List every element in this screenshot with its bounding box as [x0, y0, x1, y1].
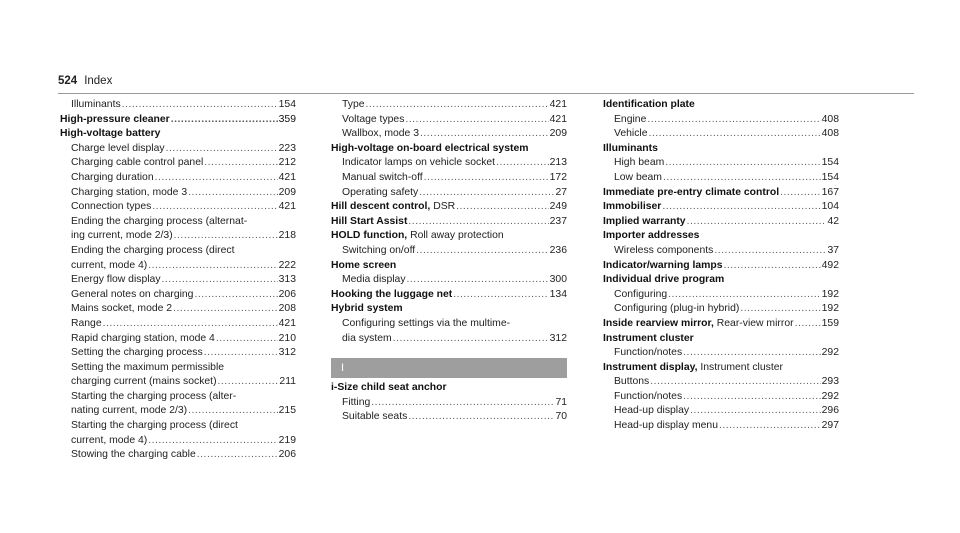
- index-subentry[interactable]: Stowing the charging cable ..... 206: [60, 448, 296, 463]
- index-subentry[interactable]: current, mode 4) ..... 222: [60, 259, 296, 274]
- index-subentry[interactable]: ing current, mode 2/3) ..... 218: [60, 229, 296, 244]
- index-heading: i-Size child seat anchor: [331, 382, 447, 394]
- index-subentry[interactable]: Type ..... 421: [331, 98, 567, 113]
- page-header: [58, 74, 112, 88]
- index-subentry[interactable]: Vehicle ..... 408: [603, 127, 839, 142]
- index-subentry[interactable]: Operating safety ..... 27: [331, 186, 567, 201]
- page-number: 524: [58, 75, 78, 87]
- index-subentry[interactable]: charging current (mains socket) ..... 211: [60, 375, 296, 390]
- index-entry: Instrument display, Instrument cluster: [603, 361, 783, 373]
- index-subentry[interactable]: Media display ..... 300: [331, 273, 567, 288]
- index-subentry[interactable]: Rapid charging station, mode 4 ..... 210: [60, 332, 296, 347]
- index-entry[interactable]: Hill Start Assist ..... 237: [331, 215, 567, 230]
- index-subentry[interactable]: Wireless components ..... 37: [603, 244, 839, 259]
- index-subentry[interactable]: Wallbox, mode 3 ..... 209: [331, 127, 567, 142]
- index-entry[interactable]: Hooking the luggage net ..... 134: [331, 288, 567, 303]
- index-heading: Instrument cluster: [603, 332, 694, 344]
- index-subentry-line[interactable]: Ending the charging process (direct: [71, 244, 235, 256]
- index-subentry[interactable]: Setting the charging process ..... 312: [60, 346, 296, 361]
- index-subentry[interactable]: Indicator lamps on vehicle socket ..... 213: [331, 156, 567, 171]
- index-subentry[interactable]: Function/notes ..... 292: [603, 346, 839, 361]
- index-subentry[interactable]: Range ..... 421: [60, 317, 296, 332]
- index-entry[interactable]: Indicator/warning lamps ..... 492: [603, 259, 839, 274]
- index-subentry-line[interactable]: Setting the maximum permissible: [71, 361, 225, 373]
- index-subentry[interactable]: High beam ..... 154: [603, 156, 839, 171]
- index-entry[interactable]: High-pressure cleaner ..... 359: [60, 113, 296, 128]
- index-subentry[interactable]: Energy flow display ..... 313: [60, 273, 296, 288]
- index-subentry[interactable]: Head-up display menu ..... 297: [603, 419, 839, 434]
- index-heading: Individual drive program: [603, 274, 725, 286]
- index-heading: Identification plate: [603, 99, 695, 110]
- index-subentry[interactable]: General notes on charging ..... 206: [60, 288, 296, 303]
- index-heading: Hybrid system: [331, 303, 403, 315]
- index-subentry[interactable]: Manual switch-off ..... 172: [331, 171, 567, 186]
- index-heading: High-voltage on-board electrical system: [331, 142, 529, 154]
- index-subentry[interactable]: current, mode 4) ..... 219: [60, 434, 296, 449]
- index-entry[interactable]: Illuminants ..... 154: [60, 98, 296, 113]
- index-subentry[interactable]: Mains socket, mode 2 ..... 208: [60, 302, 296, 317]
- index-column-3: [603, 98, 839, 434]
- index-subentry-line[interactable]: Ending the charging process (alternat-: [71, 215, 248, 227]
- index-subentry[interactable]: Charging cable control panel ..... 212: [60, 156, 296, 171]
- section-title: Index: [84, 75, 113, 87]
- index-heading: Home screen: [331, 259, 397, 271]
- index-heading: Illuminants: [603, 142, 658, 154]
- index-column-2: [331, 98, 567, 425]
- index-subentry-line[interactable]: Configuring settings via the multime-: [342, 317, 511, 329]
- index-subentry-line[interactable]: Starting the charging process (alter-: [71, 390, 237, 402]
- index-subentry[interactable]: Low beam ..... 154: [603, 171, 839, 186]
- index-subentry[interactable]: Head-up display ..... 296: [603, 404, 839, 419]
- index-heading: High-voltage battery: [60, 128, 161, 140]
- index-subentry[interactable]: Function/notes ..... 292: [603, 390, 839, 405]
- index-subentry[interactable]: Suitable seats ..... 70: [331, 410, 567, 425]
- index-subentry[interactable]: Engine ..... 408: [603, 113, 839, 128]
- index-entry[interactable]: Immobiliser ..... 104: [603, 200, 839, 215]
- index-entry[interactable]: Hill descent control, DSR ..... 249: [331, 200, 567, 215]
- index-subentry[interactable]: Charging station, mode 3 ..... 209: [60, 186, 296, 201]
- header-divider: [58, 93, 914, 94]
- index-subentry[interactable]: dia system ..... 312: [331, 332, 567, 347]
- index-entry[interactable]: Immediate pre-entry climate control ..... 167: [603, 186, 839, 201]
- index-column-1: [60, 98, 296, 463]
- index-subentry[interactable]: Charging duration ..... 421: [60, 171, 296, 186]
- index-subentry[interactable]: Switching on/off ..... 236: [331, 244, 567, 259]
- index-entry[interactable]: Inside rearview mirror, Rear-view mirror ..... 159: [603, 317, 839, 332]
- index-heading: Importer addresses: [603, 230, 700, 242]
- index-subentry[interactable]: Configuring (plug-in hybrid) ..... 192: [603, 302, 839, 317]
- index-subentry[interactable]: Buttons ..... 293: [603, 375, 839, 390]
- index-subentry[interactable]: Configuring ..... 192: [603, 288, 839, 303]
- index-subentry[interactable]: Charge level display ..... 223: [60, 142, 296, 157]
- index-entry[interactable]: Implied warranty ..... 42: [603, 215, 839, 230]
- index-subentry[interactable]: Connection types ..... 421: [60, 200, 296, 215]
- index-subentry[interactable]: Fitting ..... 71: [331, 396, 567, 411]
- index-subentry[interactable]: Voltage types ..... 421: [331, 113, 567, 128]
- section-letter-bar: I: [331, 358, 567, 378]
- index-subentry[interactable]: nating current, mode 2/3) ..... 215: [60, 404, 296, 419]
- index-subentry-line[interactable]: Starting the charging process (direct: [71, 420, 238, 432]
- index-entry: HOLD function, Roll away protection: [331, 230, 504, 242]
